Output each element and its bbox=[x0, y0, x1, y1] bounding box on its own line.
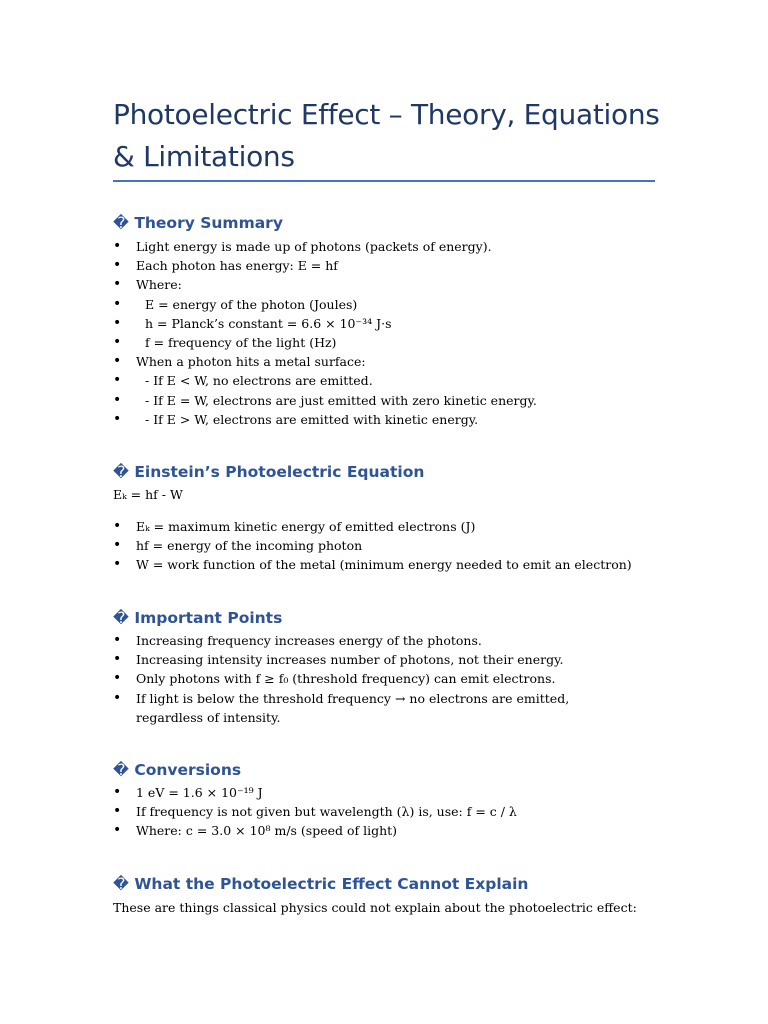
list-item: • If light is below the threshold frequency → no electrons are emitted, regardless of intensity. bbox=[113, 689, 633, 727]
list-item: • E = energy of the photon (Joules) bbox=[113, 295, 633, 314]
placeholder-icon: � bbox=[113, 463, 129, 481]
placeholder-icon: � bbox=[113, 214, 129, 232]
heading-text: Theory Summary bbox=[134, 214, 283, 232]
list-item: • hf = energy of the incoming photon bbox=[113, 536, 633, 555]
heading-important-points bbox=[113, 608, 282, 628]
list-item: • Light energy is made up of photons (packets of energy). bbox=[113, 237, 633, 256]
placeholder-icon: � bbox=[113, 761, 129, 779]
list-item: • Where: bbox=[113, 275, 633, 294]
list-item: • If frequency is not given but wavelength (λ) is, use: f = c / λ bbox=[113, 802, 633, 821]
page-title: Photoelectric Effect – Theory, Equations & Limitations bbox=[113, 98, 660, 173]
heading-text: Einstein’s Photoelectric Equation bbox=[134, 463, 425, 481]
heading-conversions bbox=[113, 760, 241, 780]
important-list bbox=[113, 631, 633, 727]
heading-text: Conversions bbox=[134, 761, 242, 779]
list-item: • - If E < W, no electrons are emitted. bbox=[113, 371, 633, 390]
list-item: • W = work function of the metal (minimum energy needed to emit an electron) bbox=[113, 555, 633, 574]
list-item: • - If E = W, electrons are just emitted with zero kinetic energy. bbox=[113, 391, 633, 410]
cannot-explain-intro: These are things classical physics could not explain about the photoelectric effect: bbox=[113, 900, 637, 915]
title-underline bbox=[113, 180, 655, 182]
placeholder-icon: � bbox=[113, 609, 129, 627]
list-item: • Only photons with f ≥ f₀ (threshold frequency) can emit electrons. bbox=[113, 669, 633, 688]
list-item: • Increasing frequency increases energy of the photons. bbox=[113, 631, 633, 650]
conversions-list bbox=[113, 783, 633, 841]
list-item: • Each photon has energy: E = hf bbox=[113, 256, 633, 275]
list-item: • Where: c = 3.0 × 10⁸ m/s (speed of light) bbox=[113, 821, 633, 840]
list-item: • Increasing intensity increases number of photons, not their energy. bbox=[113, 650, 633, 669]
list-item: • - If E > W, electrons are emitted with kinetic energy. bbox=[113, 410, 633, 429]
theory-list bbox=[113, 237, 633, 429]
einstein-list bbox=[113, 517, 633, 575]
list-item: • 1 eV = 1.6 × 10⁻¹⁹ J bbox=[113, 783, 633, 802]
heading-text: Important Points bbox=[134, 609, 283, 627]
list-item: • Eₖ = maximum kinetic energy of emitted electrons (J) bbox=[113, 517, 633, 536]
heading-cannot-explain bbox=[113, 874, 528, 894]
einstein-equation: Eₖ = hf - W bbox=[113, 487, 183, 502]
list-item: • When a photon hits a metal surface: bbox=[113, 352, 633, 371]
heading-theory-summary bbox=[113, 213, 283, 233]
heading-text: What the Photoelectric Effect Cannot Explain bbox=[134, 875, 529, 893]
list-item: • h = Planck’s constant = 6.6 × 10⁻³⁴ J·s bbox=[113, 314, 633, 333]
list-item: • f = frequency of the light (Hz) bbox=[113, 333, 633, 352]
heading-einstein-equation bbox=[113, 462, 424, 482]
placeholder-icon: � bbox=[113, 875, 129, 893]
